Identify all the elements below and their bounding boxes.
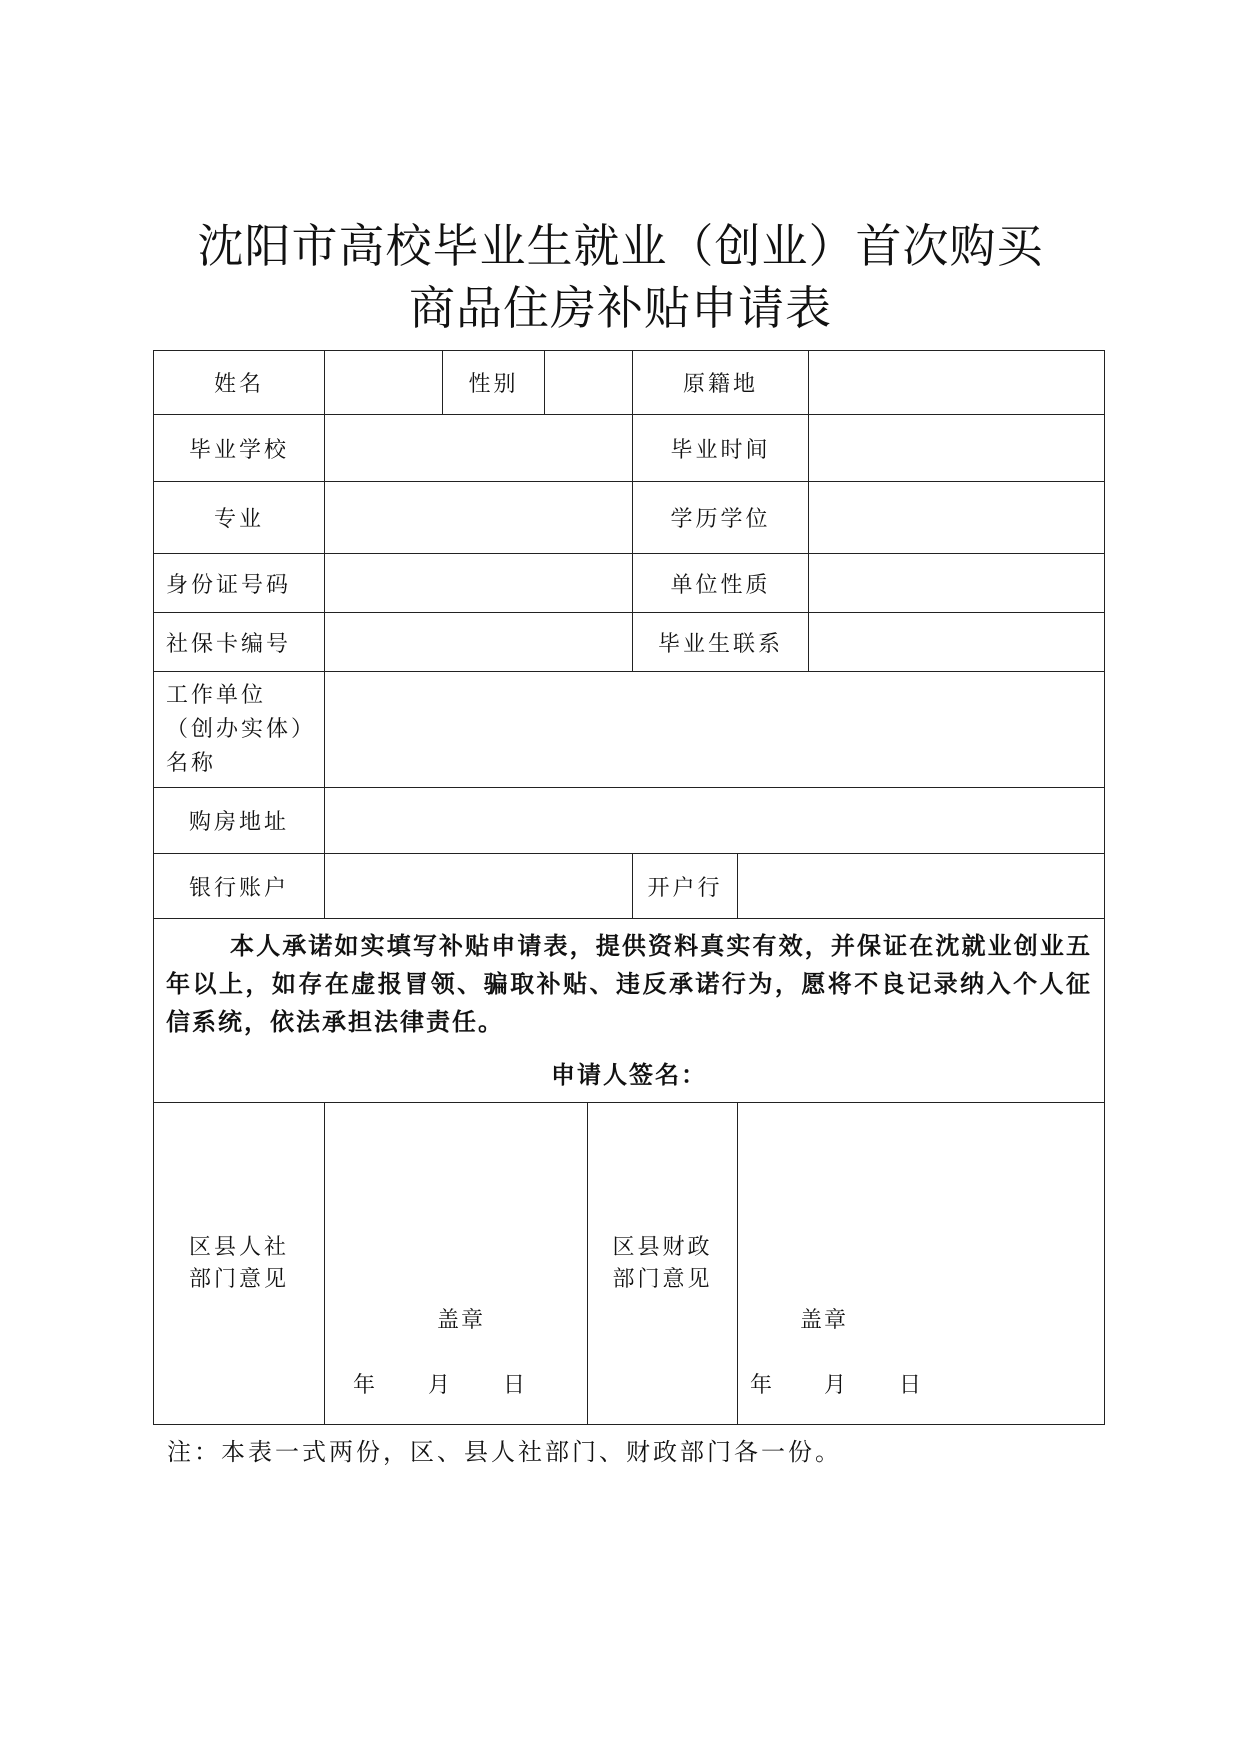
origin-input[interactable] [809,351,1105,415]
hr-opinion-box[interactable] [325,1103,588,1425]
bank-account-label: 银行账户 [154,854,325,919]
social-card-label: 社保卡编号 [154,613,325,672]
promise-cell [154,919,1105,1103]
form-title-line1: 沈阳市高校毕业生就业（创业）首次购买 [197,219,1044,273]
degree-input[interactable] [809,482,1105,554]
name-label: 姓名 [154,351,325,415]
id-number-input[interactable] [325,554,633,613]
finance-day-label: 日 [899,1373,925,1398]
gender-label: 性别 [443,351,545,415]
employer-type-label: 单位性质 [633,554,809,613]
employer-type-input[interactable] [809,554,1105,613]
row-social-card [154,613,1105,672]
row-id [154,554,1105,613]
row-address [154,788,1105,854]
address-label: 购房地址 [154,788,325,854]
school-label: 毕业学校 [154,415,325,482]
bank-account-input[interactable] [325,854,633,919]
row-major [154,482,1105,554]
bank-input[interactable] [738,854,1105,919]
hr-year-label: 年 [353,1373,379,1398]
finance-seal-label: 盖章 [800,1308,849,1333]
finance-year-label: 年 [750,1373,776,1398]
grad-time-input[interactable] [809,415,1105,482]
finance-opinion-label: 区县财政部门意见 [612,1234,713,1292]
hr-day-label: 日 [503,1373,529,1398]
contact-input[interactable] [809,613,1105,672]
hr-month-label: 月 [428,1373,454,1398]
id-number-label: 身份证号码 [154,554,325,613]
row-promise [154,919,1105,1103]
application-form-table [153,350,1105,1425]
major-label: 专业 [154,482,325,554]
bank-label: 开户行 [633,854,738,919]
footnote: 注：本表一式两份，区、县人社部门、财政部门各一份。 [167,1438,842,1466]
signature-label: 申请人签名： [551,1060,708,1089]
hr-opinion-label-cell [154,1103,325,1425]
row-opinions [154,1103,1105,1425]
name-input[interactable] [325,351,443,415]
major-input[interactable] [325,482,633,554]
row-name-gender-origin [154,351,1105,415]
contact-label: 毕业生联系 [633,613,809,672]
social-card-input[interactable] [325,613,633,672]
form-title-line2: 商品住房补贴申请表 [409,281,832,335]
finance-month-label: 月 [824,1373,850,1398]
employer-name-label: 工作单位（创办实体）名称 [154,672,325,788]
employer-name-input[interactable] [325,672,1105,788]
row-school [154,415,1105,482]
finance-opinion-label-cell [588,1103,738,1425]
grad-time-label: 毕业时间 [633,415,809,482]
gender-input[interactable] [545,351,633,415]
school-input[interactable] [325,415,633,482]
hr-opinion-label: 区县人社部门意见 [189,1234,290,1292]
row-employer-name [154,672,1105,788]
hr-seal-label: 盖章 [437,1308,486,1333]
degree-label: 学历学位 [633,482,809,554]
promise-text: 本人承诺如实填写补贴申请表，提供资料真实有效，并保证在沈就业创业五年以上，如存在虚报冒领、骗取补贴、违反承诺行为，愿将不良记录纳入个人征信系统，依法承担法律责任。 [166,931,1093,1036]
address-input[interactable] [325,788,1105,854]
finance-opinion-box[interactable] [738,1103,1105,1425]
row-bank [154,854,1105,919]
origin-label: 原籍地 [633,351,809,415]
